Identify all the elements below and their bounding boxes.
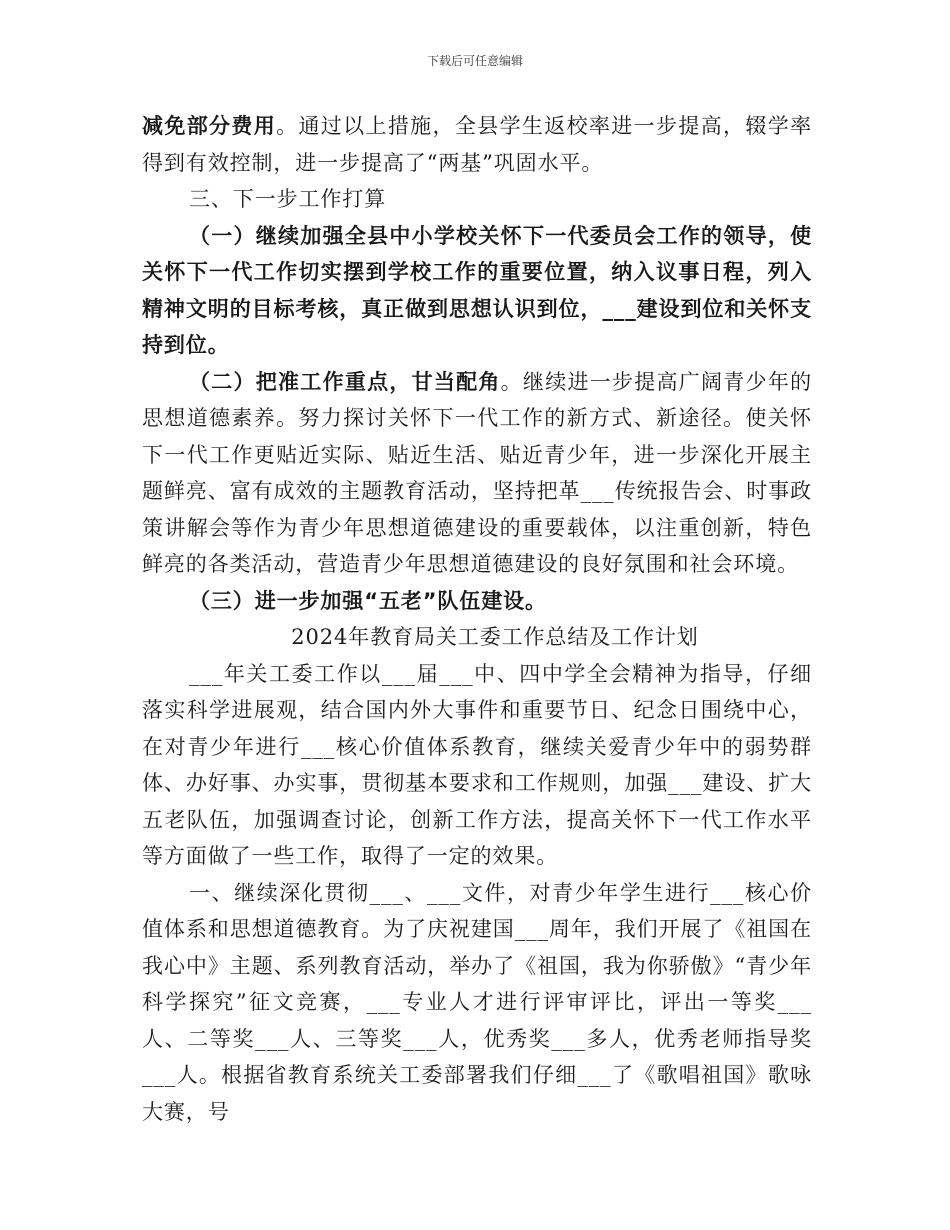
- section-1-paragraph: 一、继续深化贯彻___、___文件，对青少年学生进行___核心价值体系和思想道德教育。为了庆祝建国___周年，我们开展了《祖国在我心中》主题、系列教育活动，举办了《祖国，我为你骄傲》“青少年科学探究”征文竞赛，___专业人才进行评审评比，评出一等奖___人、二等奖___人、三等奖___人，优秀奖___多人，优秀老师指导奖___人。根据省教育系统关工委部署我们仔细___了《歌唱祖国》歌咏大赛，号: [142, 880, 812, 1124]
- document-body: [142, 108, 812, 1130]
- paragraph-text: 。通过以上措施，全县学生返校率进一步提高，辍学率得到有效控制，进一步提高了“两基”巩固水平。: [142, 114, 812, 175]
- bold-lead: （二）把准工作重点，甘当配角: [189, 369, 501, 394]
- section-heading: 三、下一步工作打算: [189, 187, 387, 211]
- intro-paragraph: ___年关工委工作以___届___中、四中学全会精神为指导，仔细落实科学进展观，结合国内外大事件和重要节日、纪念日围绕中心，在对青少年进行___核心价值体系教育，继续关爱青少年中的弱势群体、办好事、办实事，贯彻基本要求和工作规则，加强___建设、扩大五老队伍，加强调查讨论，创新工作方法，提高关怀下一代工作水平等方面做了一些工作，取得了一定的效果。: [142, 661, 812, 868]
- bold-lead: 减免部分费用: [142, 114, 277, 138]
- page-header: 下载后可任意编辑: [426, 54, 523, 68]
- list-item-2: [142, 364, 812, 583]
- list-item-1: （一）继续加强全县中小学校关怀下一代委员会工作的领导，使关怀下一代工作切实摆到学校工作的重要位置，纳入议事日程，列入精神文明的目标考核，真正做到思想认识到位，___建设到位和关怀支持到位。: [142, 223, 812, 357]
- document-title: 2024年教育局关工委工作总结及工作计划: [291, 625, 699, 649]
- paragraph-text: 。继续进一步提高广阔青少年的思想道德素养。努力探讨关怀下一代工作的新方式、新途径。使关怀下一代工作更贴近实际、贴近生活、贴近青少年，进一步深化开展主题鲜亮、富有成效的主题教育活动，坚持把革___传统报告会、时事政策讲解会等作为青少年思想道德建设的重要载体，以注重创新，特色鲜亮的各类活动，营造青少年思想道德建设的良好氛围和社会环境。: [142, 369, 812, 576]
- paragraph-continuation: [142, 108, 812, 181]
- list-item-3: （三）进一步加强“五老”队伍建设。: [189, 588, 547, 613]
